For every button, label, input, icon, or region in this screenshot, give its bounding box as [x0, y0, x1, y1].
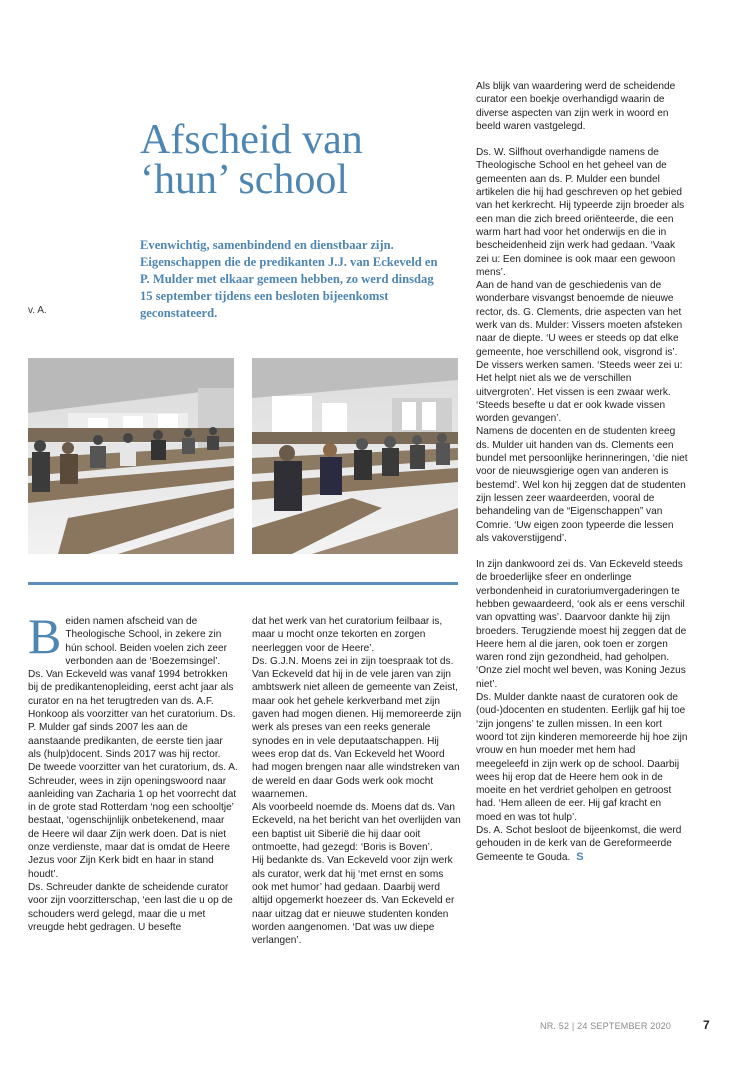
section-divider: [28, 582, 458, 585]
paragraph-final: [476, 824, 688, 864]
title-line-1: Afscheid van: [140, 117, 363, 163]
text-column-1: [28, 608, 238, 934]
article-title: [140, 117, 460, 203]
paragraph: Aan de hand van de geschiedenis van de wonderbare visvangst benoemde de nieuwe rector, ds. G. Clements, drie aspecten van het werk van ds. Mulder: Vissers moeten afsteken naar de diepte. ‘U wees er steeds op dat elke gemeente, hoe verschillend ook, visgrond is’. De vissers werken samen. ‘Steeds weer zei u: Het helpt niet als we de verschillen uitvergroten’. Het vissen is een zwaar werk. ‘Steeds besefte u dat er ook kwade vissen worden gevangen’.: [476, 280, 683, 425]
paragraph: Namens de docenten en de studenten kreeg ds. Mulder uit handen van ds. Clements een bundel met persoonlijke herinneringen, ‘die niet voor de nieuwsgierige ogen van anderen is bestemd’. Wel kon hij zeggen dat de studenten zijn lessen zeer waardeerden, vooral de behandeling van de “Eigenschappen” van Comrie. ‘Uw eigen zoon typeerde die lessen als vakoverstijgend’.: [476, 426, 688, 544]
paragraph: Ds. W. Silfhout overhandigde namens de Theologische School en het geheel van de gemeenten aan ds. P. Mulder een bundel artikelen die hij had geschreven op het gebied van het kerkrecht. Hij typeerde zijn broeder als een man die zich breed oriënteerde, die een warm hart had voor het onderwijs en die in bescheidenheid zijn werk had gedaan. ‘Vaak zei u: Een dominee is ook maar een gewoon mens’.: [476, 147, 685, 278]
text-column-3: [476, 80, 688, 864]
paragraph-text: Ds. A. Schot besloot de bijeenkomst, die werd gehouden in de kerk van de Gereformeerde Gemeente te Gouda.: [476, 825, 682, 863]
article-lead: Evenwichtig, samenbindend en dienstbaar zijn. Eigenschappen die de predikanten J.J. van Eckeveld en P. Mulder met elkaar gemeen hebben, zo werd dinsdag 15 september tijdens een besloten bijeenkomst geconstateerd.: [140, 238, 438, 320]
church-photo-left: [28, 358, 234, 554]
paragraph: dat het werk van het curatorium feilbaar is, maar u mocht onze tekorten en zorgen neerleggen voor de Heere’.: [252, 616, 443, 654]
paragraph: Ds. G.J.N. Moens zei in zijn toespraak tot ds. Van Eckeveld dat hij in de vele jaren van zijn ambtswerk niet alleen de gemeente van Zeist, maar ook het gehele kerkverband met zijn gaven had mogen dienen. Hij memoreerde zijn werk als preses van een reeks generale synodes en in vele deputaatschappen. Hij wees erop dat ds. Van Eckeveld het Woord had mogen brengen naar alle windstreken van de wereld en daar Gods werk ook mocht waarnemen.: [252, 655, 462, 800]
paragraph: De tweede voorzitter van het curatorium, ds. A. Schreuder, wees in zijn openingswoord naar aanleiding van Zacharia 1 op het voorrecht dat in de grote stad Rotterdam ‘nog een schooltje’ bestaat, ‘ogenschijnlijk onbetekenend, maar de Heere wil daar Zijn werk doen. Dat is niet onze verdienste, maar dat is omdat de Heere Jezus voor Zijn Kerk bidt en haar in stand houdt’.: [28, 762, 238, 880]
issue-info: NR. 52 | 24 SEPTEMBER 2020: [540, 1021, 672, 1031]
paragraph: In zijn dankwoord zei ds. Van Eckeveld steeds de broederlijke sfeer en onderlinge verbondenheid in curatoriumvergaderingen te hebben gewaardeerd, ‘ook als er eens verschil van opvatting was’. Daarvoor dankte hij zijn broeders. Terugziende moest hij zeggen dat de Heere hem al die jaren, ook toen er zorgen waren rond zijn gezondheid, had geholpen. ‘Onze ziel mocht wel beven, was Koning Jezus niet’.: [476, 559, 687, 690]
title-line-2: ‘hun’ school: [140, 157, 349, 203]
author-byline: v. A.: [28, 305, 47, 316]
paragraph: Hij bedankte ds. Van Eckeveld voor zijn werk als curator, werk dat hij ‘met ernst en soms ook met humor’ had gedaan. Daarbij werd altijd opgemerkt hoezeer ds. Van Eckeveld er naar uitzag dat er nieuwe studenten konden worden aangenomen. ‘Dat was uw diepe verlangen’.: [252, 855, 455, 947]
page-number: 7: [703, 1018, 710, 1032]
church-photo-right: [252, 358, 458, 554]
drop-cap: B: [28, 608, 62, 664]
paragraph: Als voorbeeld noemde ds. Moens dat ds. Van Eckeveld, na het bericht van het overlijden van een baptist uit Siberië die hij daar ooit ontmoette, had gezegd: ‘Boris is Boven’.: [252, 802, 461, 854]
text-column-2: [252, 615, 462, 947]
paragraph: Ds. Schreuder dankte de scheidende curator voor zijn voorzitterschap, ‘een last die u op de schouders werd gelegd, maar die u met vreugde hebt gedragen. U besefte: [28, 881, 233, 933]
paragraph: eiden namen afscheid van de Theologische School, in zekere zin hún school. Beiden voelen zich zeer verbonden aan de ‘Boezemsingel’. Ds. Van Eckeveld was vanaf 1994 betrokken bij de predikantenopleiding, eerst acht jaar als curator en na het terugtreden van ds. A.F. Honkoop als voorzitter van het curatorium. Ds. P. Mulder gaf sinds 2007 les aan de aanstaande predikanten, de eerste tien jaar als (hulp)docent. Sinds 2017 was hij rector.: [28, 616, 236, 760]
paragraph: Als blijk van waardering werd de scheidende curator een boekje overhandigd waarin de diverse aspecten van zijn werk in woord en beeld waren vastgelegd.: [476, 81, 676, 132]
end-mark-icon: S: [576, 850, 584, 863]
paragraph: Ds. Mulder dankte naast de curatoren ook de (oud-)docenten en studenten. Eerlijk gaf hij toe ‘zijn jongens’ te zullen missen. In een kort woord tot zijn kinderen memoreerde hij hoe zijn vrouw en hun moeder met hem had meegeleefd in zijn werk op de school. Daarbij wees hij erop dat de Heere hem ook in de moeite en het verdriet geholpen en getroost had. ‘Hem alleen de eer. Hij gaf kracht en moed en was tot hulp’.: [476, 692, 688, 823]
